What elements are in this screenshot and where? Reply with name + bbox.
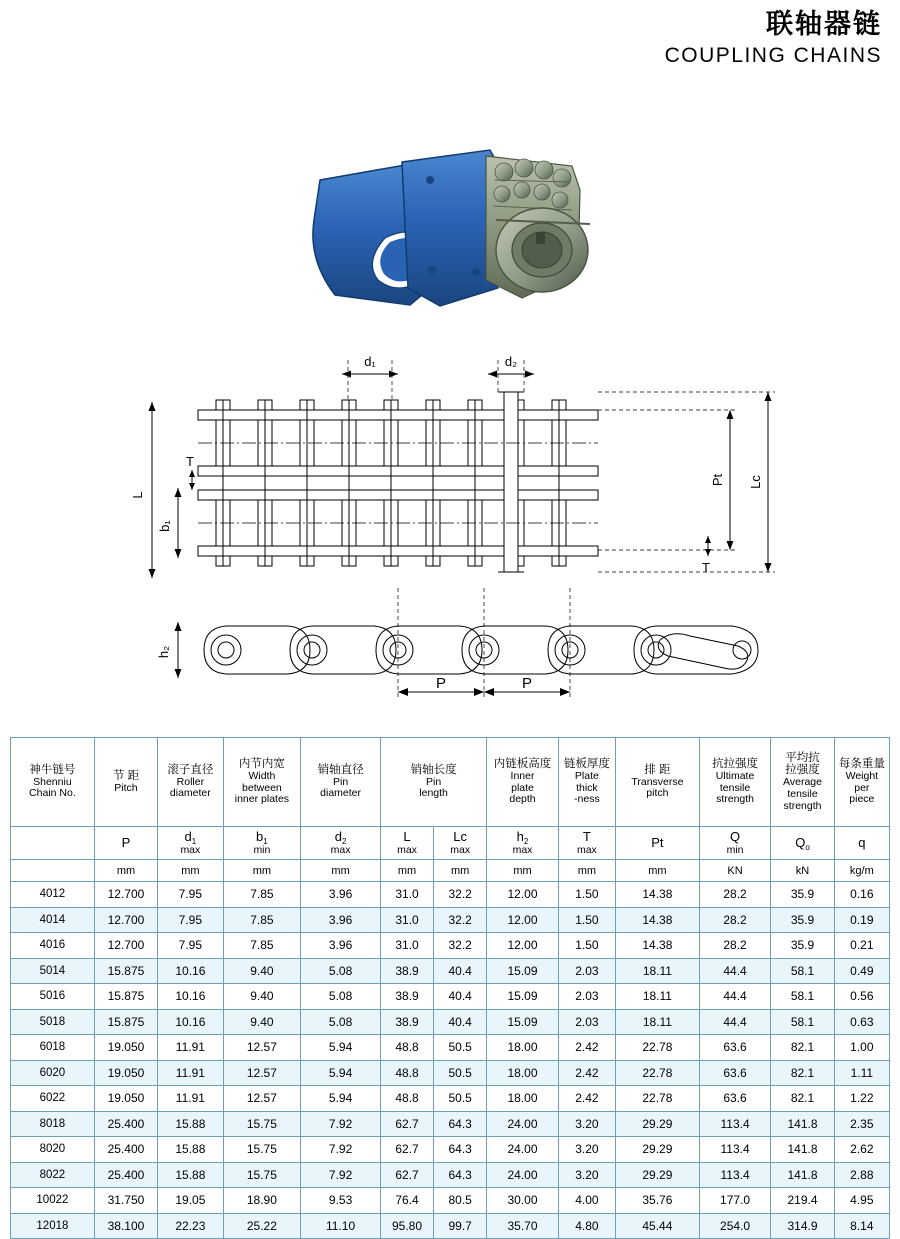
col-header-plate-thickness: 链板厚度 Plate thick -ness [558,738,615,827]
table-row [11,933,890,959]
cell-P: 25.400 [94,1111,157,1137]
cell-T: 2.03 [558,1009,615,1035]
cell-b1: 12.57 [223,1086,301,1112]
cell-Q: 254.0 [699,1213,771,1239]
col-header-roller-diameter: 滚子直径 Roller diameter [158,738,223,827]
cell-P: 19.050 [94,1086,157,1112]
cell-L: 38.9 [380,984,433,1010]
cell-L: 48.8 [380,1035,433,1061]
cell-h2: 24.00 [487,1162,559,1188]
cell-Lc: 99.7 [434,1213,487,1239]
cell-b1: 12.57 [223,1060,301,1086]
cell-Q0: 82.1 [771,1035,834,1061]
cell-q: 0.49 [834,958,889,984]
cell-q: 2.35 [834,1111,889,1137]
cell-Pt: 22.78 [616,1060,700,1086]
cell-Q: 44.4 [699,958,771,984]
cell-P: 25.400 [94,1162,157,1188]
cell-P: 25.400 [94,1137,157,1163]
cell-T: 2.42 [558,1086,615,1112]
col-header-pin-length: 销轴长度 Pin length [380,738,486,827]
cell-d2: 7.92 [301,1162,381,1188]
table-row [11,1137,890,1163]
cell-T: 3.20 [558,1137,615,1163]
unit-Q0: kN [771,860,834,882]
cell-h2: 12.00 [487,907,559,933]
unit-Lc: mm [434,860,487,882]
cell-Lc: 32.2 [434,882,487,908]
duplex-chain-assembly [486,156,590,298]
cell-b1: 9.40 [223,958,301,984]
col-header-inner-plate-depth: 内链板高度 Inner plate depth [487,738,559,827]
cell-d1: 15.88 [158,1111,223,1137]
cell-Q: 28.2 [699,907,771,933]
unit-b1: mm [223,860,301,882]
specification-table-wrap [10,737,890,1239]
cell-Lc: 64.3 [434,1137,487,1163]
cell-d1: 7.95 [158,933,223,959]
cell-Lc: 40.4 [434,1009,487,1035]
cell-q: 1.11 [834,1060,889,1086]
cell-Pt: 29.29 [616,1111,700,1137]
cell-T: 3.20 [558,1111,615,1137]
cell-T: 3.20 [558,1162,615,1188]
cell-q: 0.56 [834,984,889,1010]
cell-q: 0.16 [834,882,889,908]
cell-Q: 113.4 [699,1137,771,1163]
cell-h2: 18.00 [487,1060,559,1086]
cell-h2: 15.09 [487,1009,559,1035]
cell-d1: 10.16 [158,984,223,1010]
cell-d1: 15.88 [158,1137,223,1163]
cell-no: 8018 [11,1111,95,1137]
cell-Q0: 82.1 [771,1086,834,1112]
sym-Lc: Lc max [434,827,487,860]
cell-h2: 24.00 [487,1137,559,1163]
sym-d1: $d_1$ max [158,827,223,860]
cell-Lc: 80.5 [434,1188,487,1214]
sym-h2: $h_2$ max [487,827,559,860]
cell-d2: 5.08 [301,1009,381,1035]
cell-b1: 25.22 [223,1213,301,1239]
table-row [11,1009,890,1035]
cell-d2: 5.94 [301,1060,381,1086]
cell-Pt: 18.11 [616,984,700,1010]
cell-Pt: 14.38 [616,882,700,908]
col-header-transverse-pitch: 排 距 Transverse pitch [616,738,700,827]
col-header-pitch: 节 距 Pitch [94,738,157,827]
cell-Lc: 64.3 [434,1162,487,1188]
cell-P: 38.100 [94,1213,157,1239]
cell-P: 15.875 [94,1009,157,1035]
cell-Pt: 45.44 [616,1213,700,1239]
cell-Q: 113.4 [699,1111,771,1137]
cell-b1: 15.75 [223,1111,301,1137]
cell-Q0: 58.1 [771,984,834,1010]
specification-table [10,737,890,1239]
cell-q: 8.14 [834,1213,889,1239]
dim-T-right-label: T [702,560,710,575]
cell-Pt: 29.29 [616,1137,700,1163]
cell-Q: 28.2 [699,882,771,908]
cell-d1: 10.16 [158,958,223,984]
sym-P: P [94,827,157,860]
cell-b1: 7.85 [223,882,301,908]
cell-d2: 11.10 [301,1213,381,1239]
table-row [11,907,890,933]
specification-table-body [11,882,890,1239]
cell-d2: 9.53 [301,1188,381,1214]
cell-Q0: 141.8 [771,1111,834,1137]
cell-d1: 19.05 [158,1188,223,1214]
sym-L: L max [380,827,433,860]
cell-q: 0.63 [834,1009,889,1035]
cell-d2: 3.96 [301,907,381,933]
cell-Lc: 32.2 [434,933,487,959]
cell-b1: 12.57 [223,1035,301,1061]
dim-P2-label: P [521,675,533,692]
cell-Lc: 40.4 [434,958,487,984]
cell-q: 0.21 [834,933,889,959]
table-row [11,1111,890,1137]
table-row [11,882,890,908]
unit-Pt: mm [616,860,700,882]
unit-L: mm [380,860,433,882]
dim-P1-label: P [435,675,447,692]
cell-Lc: 50.5 [434,1086,487,1112]
cell-Q0: 314.9 [771,1213,834,1239]
cell-b1: 15.75 [223,1137,301,1163]
cell-d1: 7.95 [158,882,223,908]
cell-Q0: 35.9 [771,882,834,908]
cell-P: 19.050 [94,1035,157,1061]
unit-d2: mm [301,860,381,882]
cell-d1: 7.95 [158,907,223,933]
cell-T: 2.42 [558,1035,615,1061]
page-title-en: COUPLING CHAINS [664,44,882,68]
unit-Q: KN [699,860,771,882]
cell-no: 4014 [11,907,95,933]
sym-Pt: Pt [616,827,700,860]
cell-Pt: 18.11 [616,1009,700,1035]
sym-chain-no [11,827,95,860]
sym-b1: $b_1$ min [223,827,301,860]
cell-Q0: 35.9 [771,907,834,933]
sym-q: q [834,827,889,860]
cell-q: 1.22 [834,1086,889,1112]
cell-Pt: 14.38 [616,933,700,959]
cell-L: 48.8 [380,1086,433,1112]
cell-Q: 44.4 [699,1009,771,1035]
coupling-housing [402,150,500,306]
cell-L: 38.9 [380,958,433,984]
cell-no: 12018 [11,1213,95,1239]
cell-Q: 44.4 [699,984,771,1010]
cell-d2: 7.92 [301,1111,381,1137]
col-header-pin-diameter: 销轴直径 Pin diameter [301,738,381,827]
unit-T: mm [558,860,615,882]
table-row [11,1188,890,1214]
dim-Pt-label: Pt [710,473,725,487]
cell-d1: 22.23 [158,1213,223,1239]
cell-Pt: 22.78 [616,1086,700,1112]
cell-Lc: 50.5 [434,1035,487,1061]
col-header-ultimate-tensile-strength: 抗拉强度 Ultimate tensile strength [699,738,771,827]
cell-Q: 63.6 [699,1086,771,1112]
col-header-weight: 每条重量 Weight per piece [834,738,889,827]
dim-h2-label: h₂ [156,645,171,659]
cell-b1: 7.85 [223,907,301,933]
cell-Lc: 50.5 [434,1060,487,1086]
cell-T: 2.03 [558,984,615,1010]
cell-L: 62.7 [380,1162,433,1188]
cell-no: 5018 [11,1009,95,1035]
cell-Q: 63.6 [699,1060,771,1086]
cell-q: 1.00 [834,1035,889,1061]
table-row [11,1213,890,1239]
cell-P: 15.875 [94,984,157,1010]
sym-Q: Q min [699,827,771,860]
cell-d2: 3.96 [301,933,381,959]
cell-L: 76.4 [380,1188,433,1214]
cell-Lc: 40.4 [434,984,487,1010]
cell-d1: 10.16 [158,1009,223,1035]
cell-d1: 11.91 [158,1035,223,1061]
cell-q: 0.19 [834,907,889,933]
cell-L: 48.8 [380,1060,433,1086]
cell-Lc: 32.2 [434,907,487,933]
cell-h2: 18.00 [487,1035,559,1061]
table-row [11,1060,890,1086]
cell-no: 6022 [11,1086,95,1112]
table-row [11,1035,890,1061]
cell-q: 2.88 [834,1162,889,1188]
page-title-cn: 联轴器链 [766,9,882,39]
cell-d2: 5.94 [301,1086,381,1112]
cell-P: 19.050 [94,1060,157,1086]
cell-no: 8022 [11,1162,95,1188]
cell-h2: 35.70 [487,1213,559,1239]
cell-d2: 3.96 [301,882,381,908]
cell-h2: 24.00 [487,1111,559,1137]
cell-d2: 5.94 [301,1035,381,1061]
cell-L: 31.0 [380,907,433,933]
cell-b1: 9.40 [223,1009,301,1035]
cell-no: 4016 [11,933,95,959]
cell-Q0: 141.8 [771,1162,834,1188]
cell-Q: 63.6 [699,1035,771,1061]
cell-Q0: 82.1 [771,1060,834,1086]
cell-P: 15.875 [94,958,157,984]
cell-q: 4.95 [834,1188,889,1214]
col-header-chain-no-cn: 神牛链号 [29,763,76,776]
dim-d2-label: d₂ [504,354,518,369]
sym-d2: $d_2$ max [301,827,381,860]
dim-T-left-label: T [186,454,194,469]
cell-P: 12.700 [94,882,157,908]
cell-Lc: 64.3 [434,1111,487,1137]
unit-d1: mm [158,860,223,882]
cell-no: 8020 [11,1137,95,1163]
cell-L: 95.80 [380,1213,433,1239]
cell-L: 62.7 [380,1137,433,1163]
col-header-chain-no [11,738,95,827]
cell-T: 2.42 [558,1060,615,1086]
cell-h2: 12.00 [487,882,559,908]
sym-Q0: $Q_o$ [771,827,834,860]
cell-T: 4.80 [558,1213,615,1239]
cell-d2: 5.08 [301,984,381,1010]
table-row [11,958,890,984]
unit-P: mm [94,860,157,882]
cell-L: 31.0 [380,882,433,908]
cell-b1: 7.85 [223,933,301,959]
table-row [11,1162,890,1188]
cell-h2: 15.09 [487,958,559,984]
cell-Q0: 141.8 [771,1137,834,1163]
cell-P: 12.700 [94,907,157,933]
cell-h2: 30.00 [487,1188,559,1214]
unit-q: kg/m [834,860,889,882]
cell-L: 62.7 [380,1111,433,1137]
product-photo [290,120,610,320]
cell-T: 4.00 [558,1188,615,1214]
cell-Q0: 219.4 [771,1188,834,1214]
unit-chain-no [11,860,95,882]
cell-T: 2.03 [558,958,615,984]
dim-L-label: L [130,491,145,499]
dim-b1-label: b₁ [157,520,172,532]
col-header-average-tensile-strength: 平均抗 拉强度 Average tensile strength [771,738,834,827]
cell-d1: 11.91 [158,1060,223,1086]
cell-P: 31.750 [94,1188,157,1214]
cell-Pt: 14.38 [616,907,700,933]
cell-d1: 11.91 [158,1086,223,1112]
cell-no: 10022 [11,1188,95,1214]
cell-b1: 18.90 [223,1188,301,1214]
cell-b1: 15.75 [223,1162,301,1188]
cell-no: 5016 [11,984,95,1010]
cell-no: 6020 [11,1060,95,1086]
dim-Lc-label: Lc [748,475,763,489]
cell-Q0: 58.1 [771,958,834,984]
cell-d1: 15.88 [158,1162,223,1188]
cell-d2: 7.92 [301,1137,381,1163]
cell-Q: 28.2 [699,933,771,959]
cell-q: 2.62 [834,1137,889,1163]
sym-T: T max [558,827,615,860]
technical-drawing [120,340,800,730]
cell-h2: 18.00 [487,1086,559,1112]
unit-h2: mm [487,860,559,882]
cell-Pt: 18.11 [616,958,700,984]
cell-h2: 12.00 [487,933,559,959]
page-header [665,8,882,70]
dim-d1-label: d₁ [364,354,376,369]
table-row [11,984,890,1010]
cell-no: 5014 [11,958,95,984]
cell-Q0: 35.9 [771,933,834,959]
cell-T: 1.50 [558,882,615,908]
cell-Q0: 58.1 [771,1009,834,1035]
cell-Pt: 22.78 [616,1035,700,1061]
col-header-width-between-inner-plates: 内节内宽 Width between inner plates [223,738,301,827]
cell-Pt: 35.76 [616,1188,700,1214]
cell-Pt: 29.29 [616,1162,700,1188]
cell-h2: 15.09 [487,984,559,1010]
col-header-chain-no-en: Shenniu Chain No. [29,775,76,800]
cell-no: 4012 [11,882,95,908]
cell-b1: 9.40 [223,984,301,1010]
table-row [11,1086,890,1112]
cell-T: 1.50 [558,933,615,959]
cell-T: 1.50 [558,907,615,933]
cell-L: 38.9 [380,1009,433,1035]
cell-Q: 177.0 [699,1188,771,1214]
cell-no: 6018 [11,1035,95,1061]
cell-L: 31.0 [380,933,433,959]
cell-P: 12.700 [94,933,157,959]
cell-Q: 113.4 [699,1162,771,1188]
cell-d2: 5.08 [301,958,381,984]
